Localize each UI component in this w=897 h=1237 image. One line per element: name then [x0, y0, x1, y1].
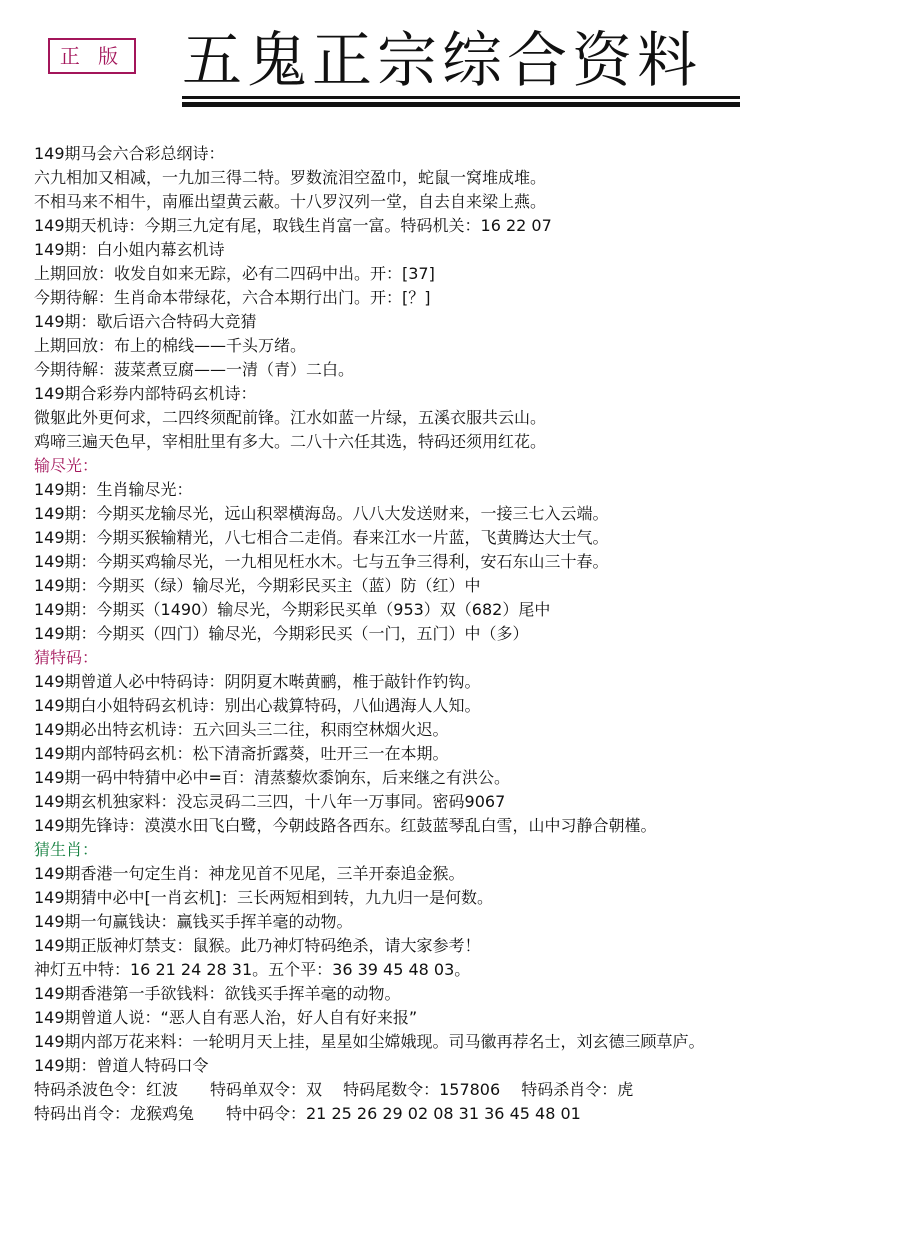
text-line: 149期：生肖输尽光：: [34, 480, 193, 499]
text-line: 149期：今期买（绿）输尽光，今期彩民买主（蓝）防（红）中: [34, 576, 481, 595]
text-line: 149期正版神灯禁支：鼠猴。此乃神灯特码绝杀，请大家参考！: [34, 936, 481, 955]
text-line: 六九相加又相减，一九加三得二特。罗数流泪空盈巾，蛇鼠一窝堆成堆。: [34, 168, 547, 187]
text-line: 149期：白小姐内幕玄机诗: [34, 240, 225, 259]
text-line: 149期必出特玄机诗：五六回头三二往，积雨空林烟火迟。: [34, 720, 449, 739]
text-line: 149期曾道人必中特码诗：阴阴夏木啭黄鹂，椎于敲针作钓钩。: [34, 672, 481, 691]
title-underline-thick: [182, 102, 740, 107]
text-line: 149期内部特码玄机：松下清斋折露葵，吐开三一在本期。: [34, 744, 449, 763]
text-line: 149期猜中必中[一肖玄机]：三长两短相到转，九九归一是何数。: [34, 888, 494, 907]
text-line: 149期先锋诗：漠漠水田飞白鹭，今朝歧路各西东。红鼓蓝琴乱白雪，山中习静合朝槿。: [34, 816, 657, 835]
text-line: 149期：歇后语六合特码大竞猜: [34, 312, 257, 331]
page-title: 五鬼正宗综合资料: [182, 26, 702, 96]
text-line: 149期香港一句定生肖：神龙见首不见尾，三羊开泰追金猴。: [34, 864, 465, 883]
section-heading: 输尽光：: [34, 456, 99, 475]
text-line: 149期：曾道人特码口令: [34, 1056, 209, 1075]
text-line: 鸡啼三遍天色早，宰相肚里有多大。二八十六任其选，特码还须用红花。: [34, 432, 547, 451]
text-line: 149期：今期买猴输精光，八七相合二走俏。春来江水一片蓝，飞黄腾达大士气。: [34, 528, 609, 547]
text-line: 149期天机诗：今期三九定有尾，取钱生肖富一富。特码机关：16 22 07: [34, 216, 552, 235]
text-line: 149期马会六合彩总纲诗：: [34, 144, 225, 163]
title-underline-thin: [182, 96, 740, 99]
text-line: 149期曾道人说：“恶人自有恶人治，好人自有好来报”: [34, 1008, 418, 1027]
text-line: 上期回放：布上的棉线——千头万绪。: [34, 336, 307, 355]
text-line: 149期：今期买（四门）输尽光，今期彩民买（一门，五门）中（多）: [34, 624, 529, 643]
text-line: 149期香港第一手欲钱料：欲钱买手挥羊毫的动物。: [34, 984, 401, 1003]
text-line: 不相马来不相牛，南雁出望黄云蔽。十八罗汉列一堂，自去自来梁上燕。: [34, 192, 547, 211]
content-body: [34, 142, 884, 1126]
text-line: 149期合彩券内部特码玄机诗：: [34, 384, 257, 403]
text-line: 149期：今期买龙输尽光，远山积翠横海岛。八八大发送财来，一接三七入云端。: [34, 504, 609, 523]
text-line: 今期待解：生肖命本带绿花，六合本期行出门。开：[？]: [34, 288, 431, 307]
text-line: 149期：今期买（1490）输尽光，今期彩民买单（953）双（682）尾中: [34, 600, 551, 619]
text-line: 神灯五中特：16 21 24 28 31。五个平：36 39 45 48 03。: [34, 960, 471, 979]
text-line: 149期：今期买鸡输尽光，一九相见枉水木。七与五争三得利，安石东山三十春。: [34, 552, 609, 571]
section-heading: 猜生肖：: [34, 840, 99, 859]
text-line: 特码出肖令：龙猴鸡兔 特中码令：21 25 26 29 02 08 31 36 45 48 01: [34, 1104, 581, 1123]
text-line: 149期玄机独家料：没忘灵码二三四，十八年一万事同。密码9067: [34, 792, 506, 811]
text-line: 149期一码中特猜中必中=百：清蒸藜炊黍饷东，后来继之有洪公。: [34, 768, 510, 787]
text-line: 今期待解：菠菜煮豆腐——一清（青）二白。: [34, 360, 355, 379]
section-heading: 猜特码：: [34, 648, 99, 667]
text-line: 149期内部万花来料：一轮明月天上挂，星星如尘嫦娥现。司马徽再荐名士，刘玄德三顾草庐。: [34, 1032, 705, 1051]
text-line: 特码杀波色令：红波 特码单双令：双 特码尾数令：157806 特码杀肖令：虎: [34, 1080, 634, 1099]
text-line: 上期回放：收发自如来无踪，必有二四码中出。开：[37]: [34, 264, 435, 283]
text-line: 微躯此外更何求，二四终须配前锋。江水如蓝一片绿，五溪衣服共云山。: [34, 408, 547, 427]
text-line: 149期一句赢钱诀：赢钱买手挥羊毫的动物。: [34, 912, 353, 931]
edition-badge: 正 版: [48, 38, 136, 74]
text-line: 149期白小姐特码玄机诗：别出心裁算特码，八仙遇海人人知。: [34, 696, 481, 715]
